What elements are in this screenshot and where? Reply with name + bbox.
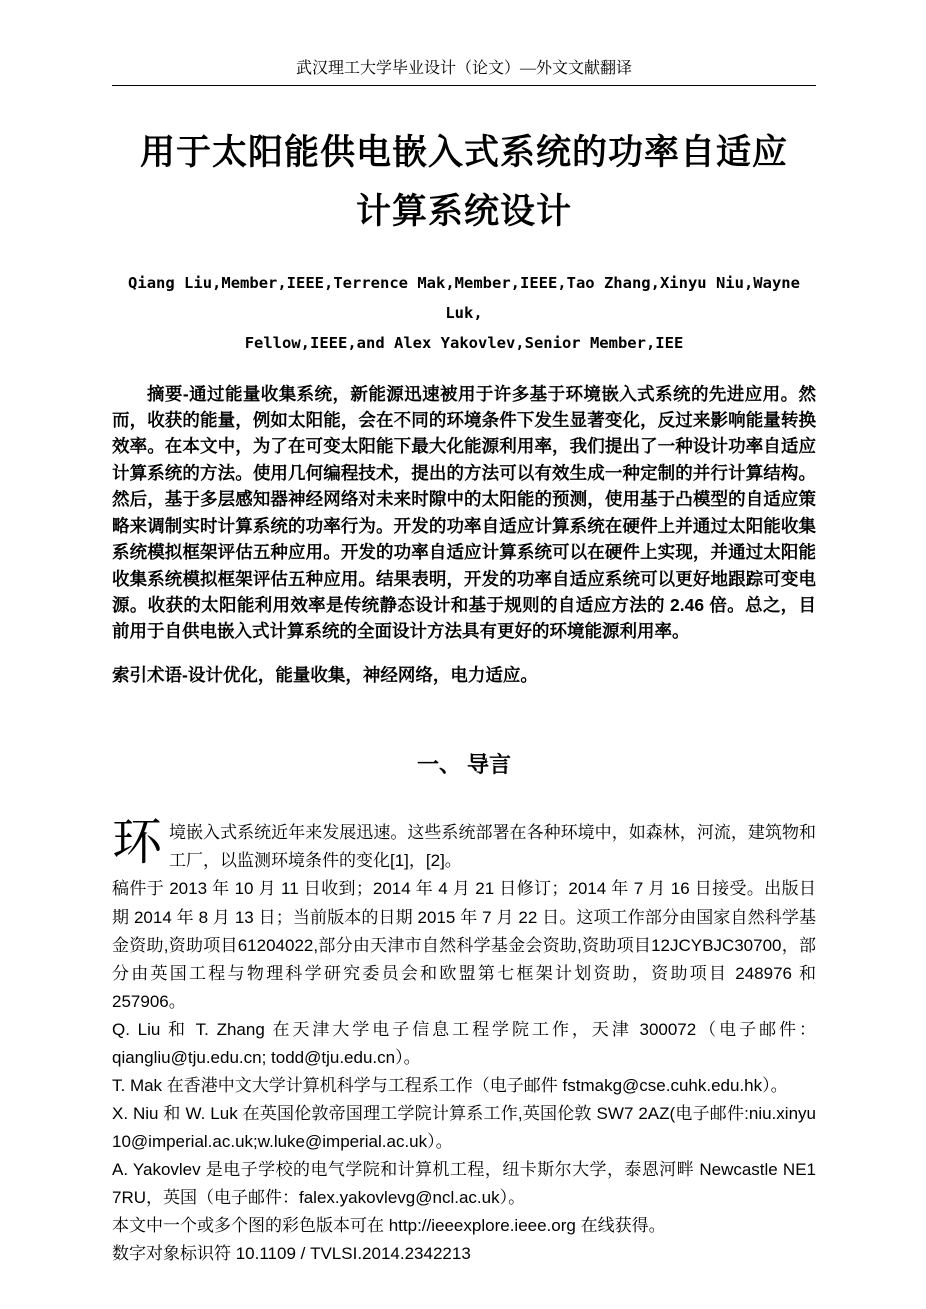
intro-paragraph [112, 814, 816, 875]
footnote-affiliation-liu-zhang: Q. Liu 和 T. Zhang 在天津大学电子信息工程学院工作，天津 300072（电子邮件：qiangliu@tju.edu.cn; todd@tju.edu.cn）。 [112, 1019, 816, 1067]
authors-line1: Qiang Liu,Member,IEEE,Terrence Mak,Member,IEEE,Tao Zhang,Xinyu Niu,Wayne Luk, [128, 273, 800, 323]
page-header-text: 武汉理工大学毕业设计（论文）—外文文献翻译 [295, 60, 632, 77]
intro-paragraph-text: 境嵌入式系统近年来发展迅速。这些系统部署在各种环境中，如森林，河流，建筑物和工厂，以监测环境条件的变化[1]，[2]。 [169, 823, 816, 871]
page-header [112, 58, 816, 86]
footnote-color-versions: 本文中一个或多个图的彩色版本可在 http://ieeexplore.ieee.org 在线获得。 [112, 1216, 666, 1236]
paper-title-line1: 用于太阳能供电嵌入式系统的功率自适应 [139, 133, 788, 173]
authors-line2: Fellow,IEEE,and Alex Yakovlev,Senior Member,IEE [244, 334, 684, 353]
footnote-affiliation-niu-luk: X. Niu 和 W. Luk 在英国伦敦帝国理工学院计算系工作,英国伦敦 SW7 2AZ(电子邮件:niu.xinyu 10@imperial.ac.uk;w.luke@imperial.ac.uk）。 [112, 1103, 816, 1151]
authors-block [112, 268, 816, 359]
footnote-affiliation-mak: T. Mak 在香港中文大学计算机科学与工程系工作（电子邮件 fstmakg@cse.cuhk.edu.hk）。 [112, 1075, 788, 1095]
dropcap-character: 环 [112, 814, 162, 871]
footnote-manuscript-history: 稿件于 2013 年 10 月 11 日收到；2014 年 4 月 21 日修订；2014 年 7 月 16 日接受。出版日期 2014 年 8 月 13 日；当前版本的日期 2015 年 7 月 22 日。这项工作部分由国家自然科学基金资助,资助项目61204022,部分由天津市自然科学基金会资助,资助项目12JCYBJC30700，部分由英国工程与物理科学研究委员会和欧盟第七框架计划资助，资助项目 248976 和 257906。 [112, 879, 816, 1011]
footnote-affiliation-yakovlev: A. Yakovlev 是电子学校的电气学院和计算机工程，纽卡斯尔大学，泰恩河畔 Newcastle NE1 7RU，英国（电子邮件：falex.yakovlevg@ncl.ac.uk）。 [112, 1159, 816, 1207]
section-heading-introduction: 一、 导言 [416, 751, 512, 777]
footnote-doi: 数字对象标识符 10.1109 / TVLSI.2014.2342213 [112, 1244, 471, 1264]
paper-title [112, 124, 816, 242]
body-text-block [112, 814, 816, 1268]
index-terms: 索引术语-设计优化，能量收集，神经网络，电力适应。 [112, 665, 538, 686]
paper-title-line2: 计算系统设计 [355, 192, 572, 232]
abstract-paragraph: 摘要-通过能量收集系统，新能源迅速被用于许多基于环境嵌入式系统的先进应用。然而，收获的能量，例如太阳能，会在不同的环境条件下发生显著变化，反过来影响能量转换效率。在本文中，为了在可变太阳能下最大化能源利用率，我们提出了一种设计功率自适应计算系统的方法。使用几何编程技术，提出的方法可以有效生成一种定制的并行计算结构。然后，基于多层感知器神经网络对未来时隙中的太阳能的预测，使用基于凸模型的自适应策略来调制实时计算系统的功率行为。开发的功率自适应计算系统在硬件上并通过太阳能收集系统模拟框架评估五种应用。开发的功率自适应计算系统可以在硬件上实现，并通过太阳能收集系统模拟框架评估五种应用。结果表明，开发的功率自适应系统可以更好地跟踪可变电源。收获的太阳能利用效率是传统静态设计和基于规则的自适应方法的 2.46 倍。总之，目前用于自供电嵌入式计算系统的全面设计方法具有更好的环境能源利用率。 [112, 383, 816, 642]
